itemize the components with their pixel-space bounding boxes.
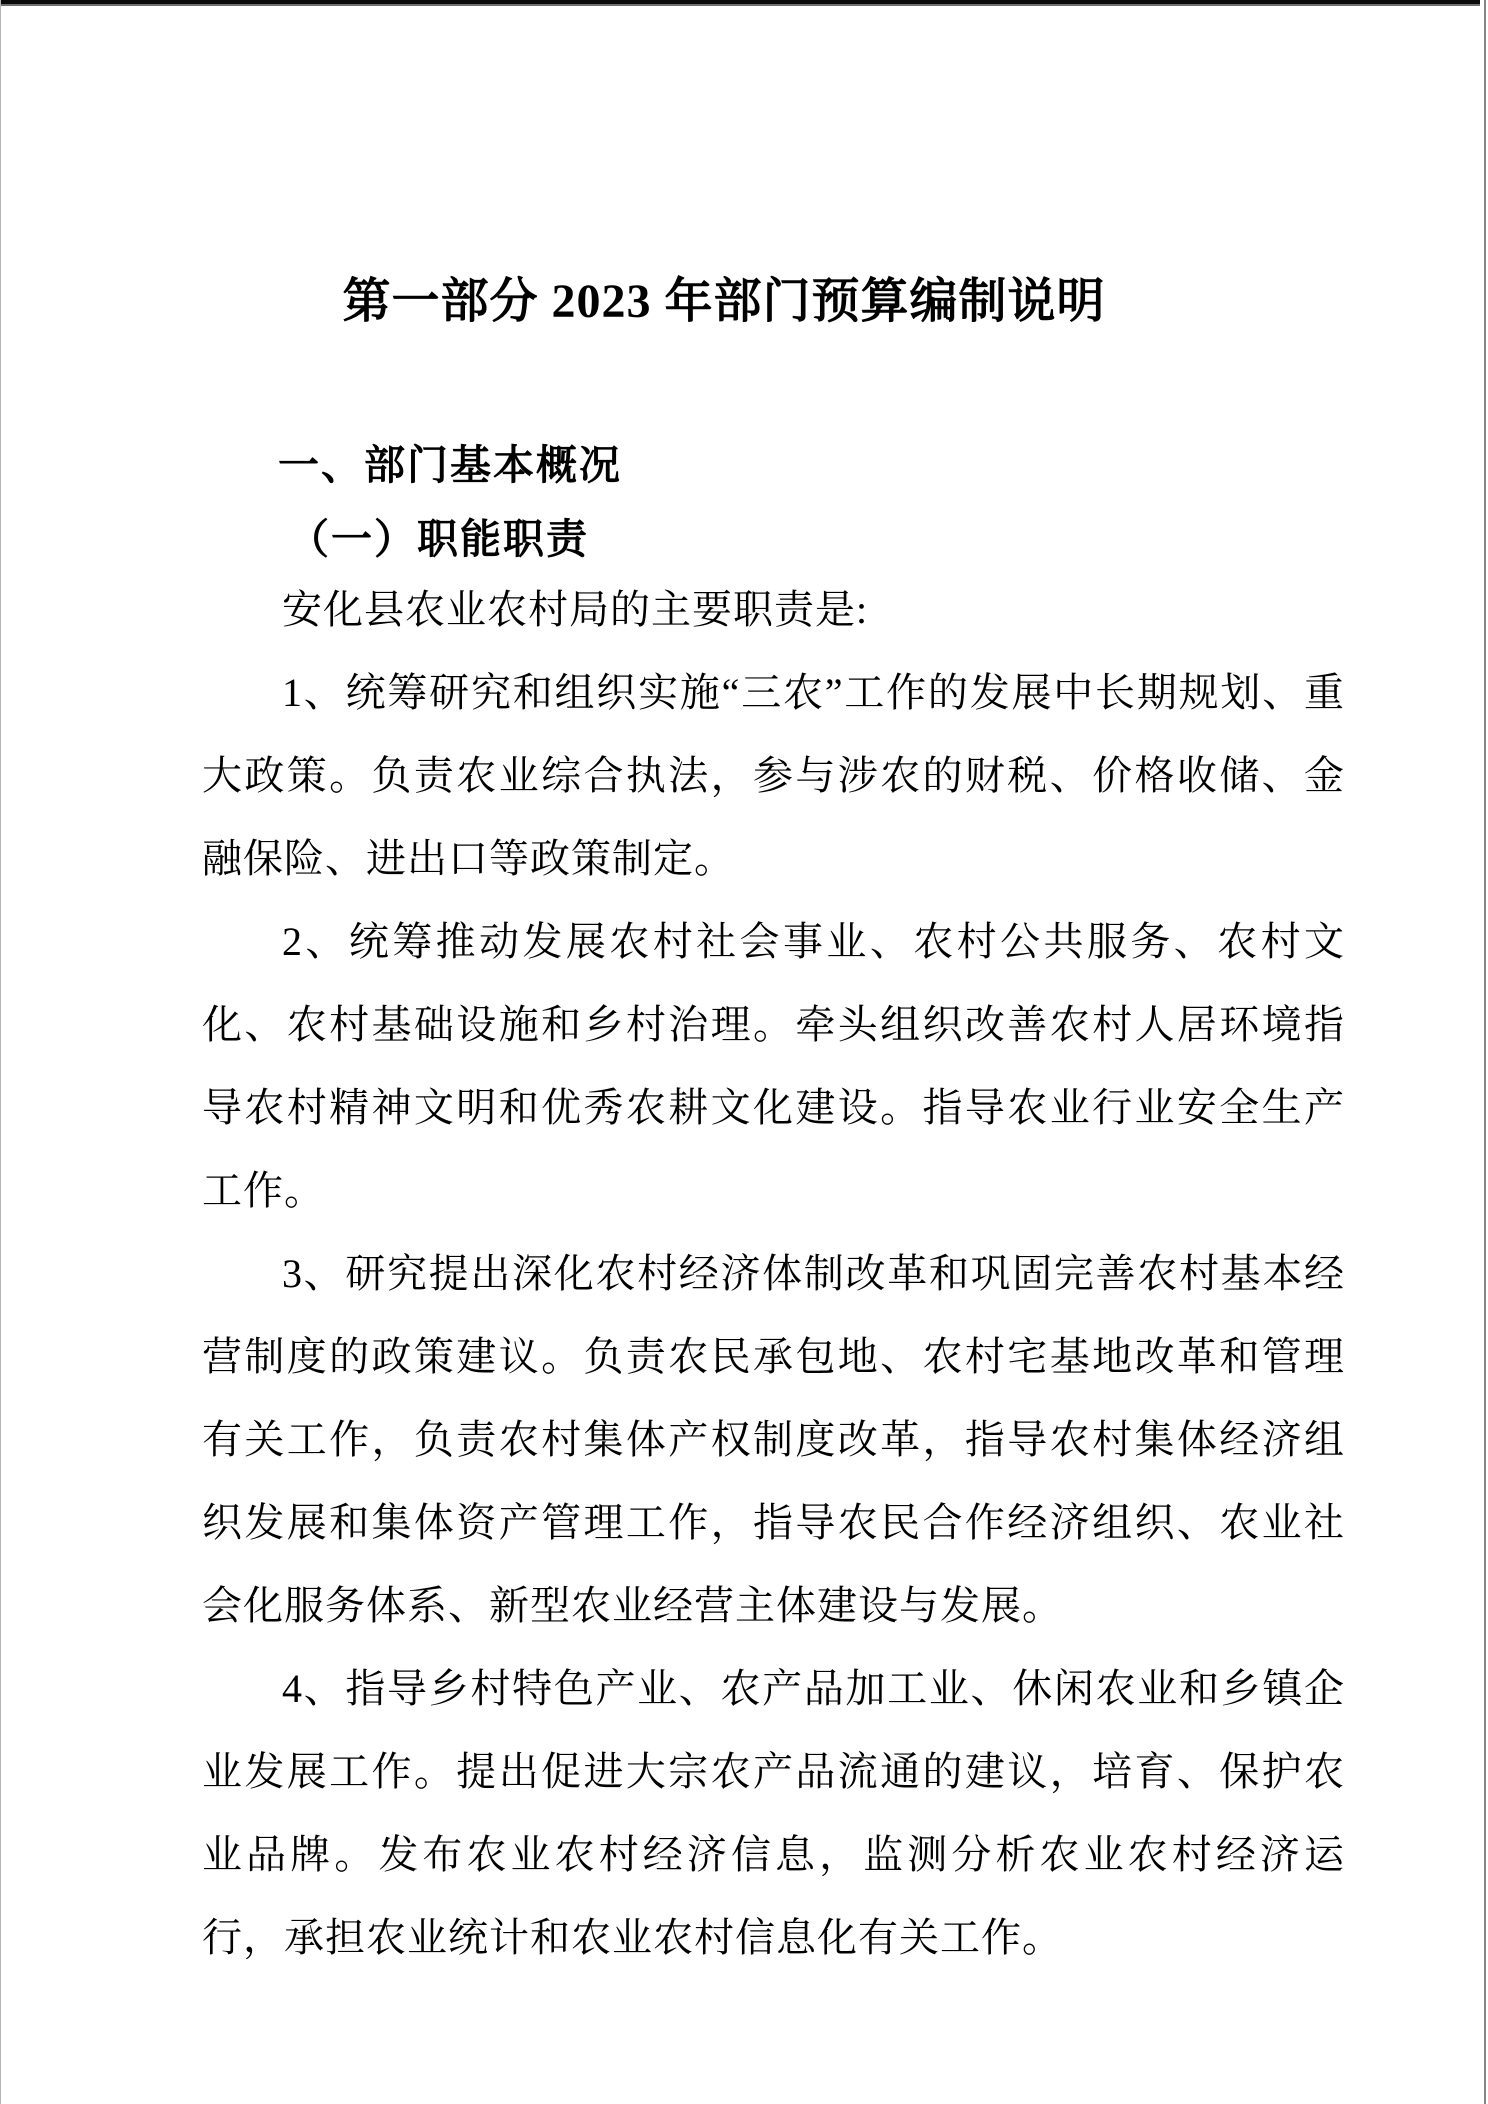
document-body [202,568,1345,1979]
subsection-heading-duties: （一）职能职责 [288,516,589,562]
body-paragraph-3: 3、研究提出深化农村经济体制改革和巩固完善农村基本经营制度的政策建议。负责农民承包地、农村宅基地改革和管理有关工作，负责农村集体产权制度改革，指导农村集体经济组织发展和集体资产管理工作，指导农民合作经济组织、农业社会化服务体系、新型农业经营主体建设与发展。 [202,1251,1345,1628]
intro-paragraph: 安化县农业农村局的主要职责是: [282,587,869,632]
body-paragraph-1: 1、统筹研究和组织实施“三农”工作的发展中长期规划、重大政策。负责农业综合执法，参与涉农的财税、价格收储、金融保险、进出口等政策制定。 [202,670,1345,881]
page-top-edge-shadow [0,4,1480,6]
body-paragraph-4: 4、指导乡村特色产业、农产品加工业、休闲农业和乡镇企业发展工作。提出促进大宗农产品流通的建议，培育、保护农业品牌。发布农业农村经济信息，监测分析农业农村经济运行，承担农业统计和农业农村信息化有关工作。 [202,1666,1345,1960]
page-title: 第一部分 2023 年部门预算编制说明 [342,275,1106,328]
body-paragraph-2: 2、统筹推动发展农村社会事业、农村公共服务、农村文化、农村基础设施和乡村治理。牵头组织改善农村人居环境指导农村精神文明和优秀农耕文化建设。指导农业行业安全生产工作。 [202,919,1345,1213]
page-right-edge [1484,0,1486,2104]
section-heading-department-overview: 一、部门基本概况 [278,442,622,488]
